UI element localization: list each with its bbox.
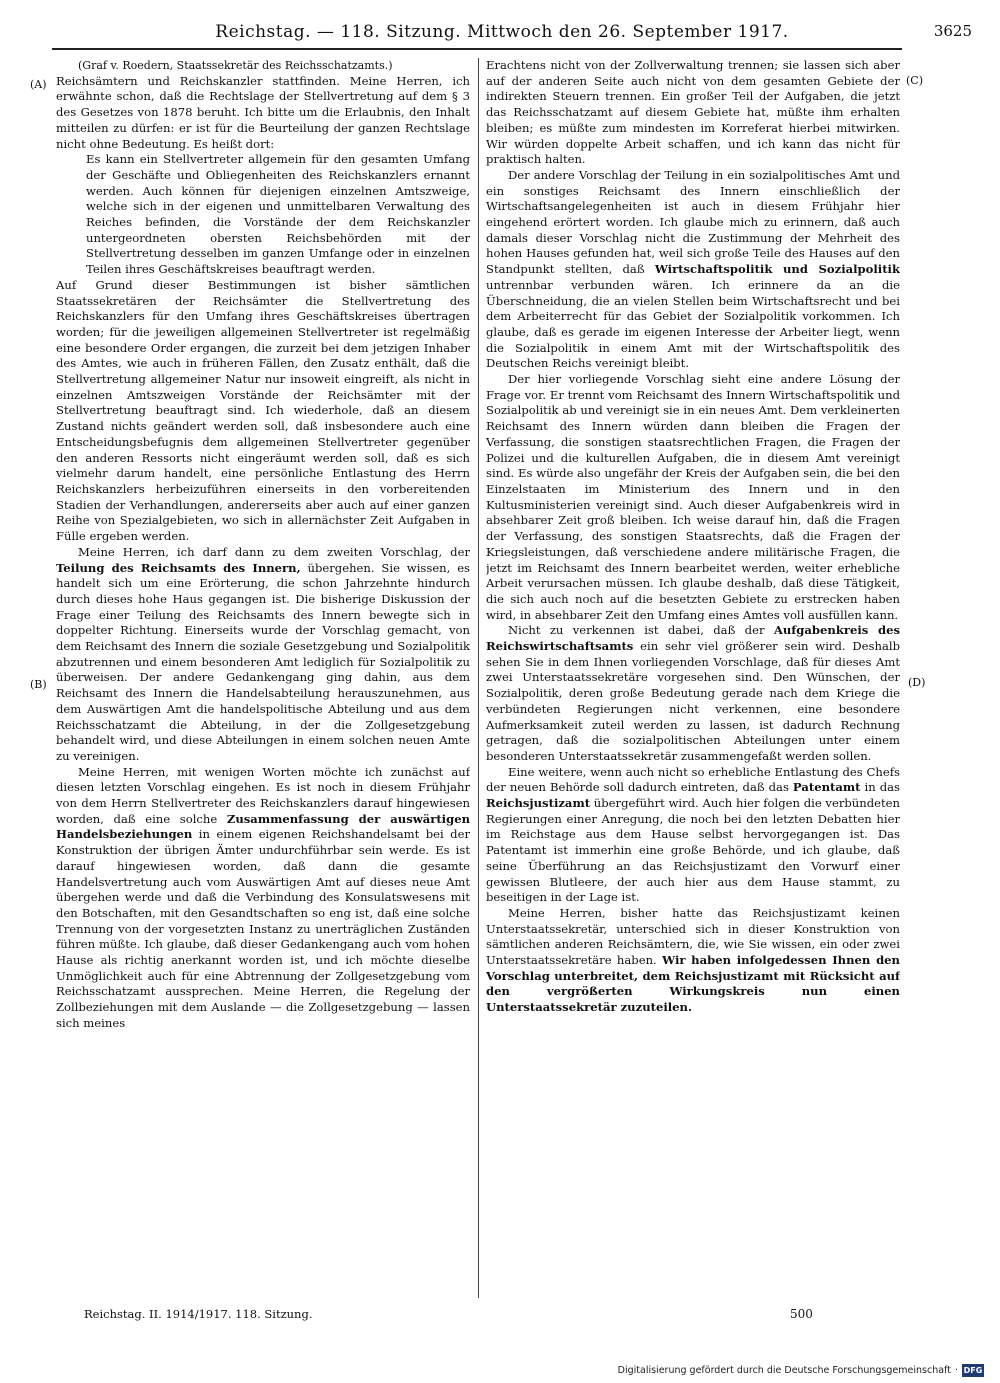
header-rule <box>52 48 902 50</box>
emphasis: Reichsjustizamt <box>486 796 591 811</box>
paragraph: Meine Herren, bisher hatte das Reichsjustizamt keinen Unterstaatssekretär, unterschied sich in dieser Konstruktion von sämtlichen anderen Reichsämtern, die, wie Sie wissen, ein oder zwei Unterstaatssekretäre haben. Wir haben infolgedessen Ihnen den Vorschlag unterbreitet, dem Reichsjustizamt mit Rücksicht auf den vergrößerten Wirkungskreis nun einen Unterstaatssekretär zuzuteilen. <box>486 905 900 1015</box>
paragraph: Eine weitere, wenn auch nicht so erhebliche Entlastung des Chefs der neuen Behörde soll dadurch eintreten, daß das Patentamt in das Reichsjustizamt übergeführt wird. Auch hier folgen die verbündeten Regierungen einer Anregung, die noch bei den letzten Debatten hier im Reichstage aus dem Hause selbst hervorgegangen ist. Das Patentamt ist immerhin eine große Behörde, und ich glaube, daß seine Überführung an das Reichsjustizamt den Vorwurf einer gewissen Blutleere, der auch hier aus dem Hause stammt, zu beseitigen in der Lage ist. <box>486 764 900 905</box>
paragraph: Nicht zu verkennen ist dabei, daß der Aufgabenkreis des Reichswirtschaftsamts ein sehr viel größerer sein wird. Deshalb sehen Sie in dem Ihnen vorliegenden Vorschlage, daß für dieses Amt zwei Unterstaatssekretäre vorgesehen sind. Den Wünschen, der Sozialpolitik, deren große Bedeutung gerade nach dem Kriege die verbündeten Regierungen nicht verkennen, eine besondere Aufmerksamkeit zuteil werden zu lassen, ist dadurch Rechnung getragen, daß die sozialpolitischen Abteilungen unter einem besonderen Unterstaatssekretär zusammengefaßt werden sollen. <box>486 623 900 763</box>
credit-text: Digitalisierung gefördert durch die Deutsche Forschungsgemeinschaft <box>617 1364 951 1376</box>
right-column <box>486 58 900 1293</box>
emphasis: Teilung des Reichsamts des Innern, <box>56 560 301 575</box>
left-column <box>56 58 470 1293</box>
paragraph: Meine Herren, ich darf dann zu dem zweiten Vorschlag, der Teilung des Reichsamts des Innern, übergehen. Sie wissen, es handelt sich um eine Erörterung, die schon Jahrzehnte hindurch durch dieses hohe Haus gegangen ist. Die bisherige Diskussion der Frage einer Teilung des Reichsamts des Innern bewegte sich in doppelter Richtung. Einerseits wurde der Vorschlag gemacht, von dem Reichsamt des Innern die soziale Gesetzgebung und Sozialpolitik abzutrennen und einem besonderen Amt lediglich für Sozialpolitik zu überweisen. Der andere Gedankengang ging dahin, aus dem Reichsamt des Innern die Handelsabteilung herauszunehmen, aus dem Auswärtigen Amt die handelspolitische Abteilung und aus dem Reichsschatzamt die Abteilung, in der die Zollgesetzgebung behandelt wird, und diese Abteilungen in einem solchen neuen Amte zu vereinigen. <box>56 544 470 763</box>
running-title: Reichstag. — 118. Sitzung. Mittwoch den 26. September 1917. <box>215 22 789 42</box>
paragraph: Der hier vorliegende Vorschlag sieht eine andere Lösung der Frage vor. Er trennt vom Reichsamt des Innern Wirtschaftspolitik und Sozialpolitik ab und vereinigt sie in ein neues Amt. Dem verkleinerten Reichsamt des Innern würden dann bleiben die Fragen der Verfassung, die sonstigen staatsrechtlichen Fragen, die Fragen der Polizei und die kulturellen Aufgaben, die in diesem Amt vereinigt sind. Es würde also ungefähr der Kreis der Aufgaben sein, die bei den Einzelstaaten im Ministerium des Innern und in den Kultusministerien vereinigt sind. Auch dieser Aufgabenkreis wird in absehbarer Zeit groß bleiben. Ich weise darauf hin, daß die Fragen der Verfassung, des sonstigen Staatsrechts, daß die Fragen der Kriegsleistungen, daß verschiedene andere militärische Fragen, die jetzt im Reichsamt des Innern bearbeitet werden, weiter erhebliche Arbeit verursachen müssen. Ich glaube deshalb, daß diese Tätigkeit, die sich auch noch auf die besetzten Gebiete zu erstrecken haben wird, in absehbarer Zeit den Umfang eines Amtes voll ausfüllen kann. <box>486 372 900 622</box>
emphasis: Patentamt <box>792 780 861 795</box>
emphasis: Aufgabenkreis des Reichswirtschaftsamts <box>486 623 900 654</box>
paragraph: Meine Herren, mit wenigen Worten möchte ich zunächst auf diesen letzten Vorschlag eingehen. Es ist noch in diesem Frühjahr von dem Herrn Stellvertreter des Reichskanzlers darauf hingewiesen worden, daß eine solche Zusammenfassung der auswärtigen Handelsbeziehungen in einem eigenen Reichshandelsamt bei der Konstruktion der übrigen Ämter undurchführbar sein werde. Es ist darauf hingewiesen worden, daß dann die gesamte Handelsvertretung auch vom Auswärtigen Amt auf dieses neue Amt übergehen werde und daß die Verbindung des Konsulatswesens mit den Botschaften, mit den Gesandtschaften so eng ist, daß eine solche Trennung von der vorgesetzten Instanz zu unerträglichen Zuständen führen müßte. Ich glaube, daß dieser Gedankengang auch vom hohen Hause als richtig anerkannt worden ist, und ich möchte dieselbe Unmöglichkeit auch für eine Abtrennung der Zollgesetzgebung vom Reichsschatzamt aussprechen. Meine Herren, die Regelung der Zollbeziehungen mit dem Auslande — die Zollgesetzgebung — lassen sich meines <box>56 764 470 1030</box>
emphasis: Wirtschaftspolitik und Sozialpolitik <box>654 262 900 277</box>
column-divider <box>478 58 479 1298</box>
margin-marker-d: (D) <box>908 676 926 689</box>
quoted-law-text: Es kann ein Stellvertreter allgemein für den gesamten Umfang der Geschäfte und Obliegenheiten des Reichskanzlers ernannt werden. Auch können für diejenigen einzelnen Amtszweige, welche sich in der eigenen und unmittelbaren Verwaltung des Reiches befinden, die Vorstände der dem Reichskanzler untergeordneten obersten Reichsbehörden mit der Stellvertretung desselben im ganzen Umfange oder in einzelnen Teilen ihres Geschäftskreises beauftragt werden. <box>86 152 470 277</box>
paragraph: Der andere Vorschlag der Teilung in ein sozialpolitisches Amt und ein sonstiges Reichsamt des Innern einschließlich der Wirtschaftsangelegenheiten ist auch in diesem Frühjahr hier eingehend erörtert worden. Ich glaube mich zu erinnern, daß auch damals dieser Vorschlag nicht die Zustimmung der Mehrheit des hohen Hauses gefunden hat, weil sich große Teile des Hauses auf den Standpunkt stellten, daß Wirtschaftspolitik und Sozialpolitik untrennbar verbunden wären. Ich erinnere da an die Überschneidung, die an vielen Stellen beim Wirtschaftsrecht und bei dem Arbeiterrecht für das Gebiet der Sozialpolitik vorkommen. Ich glaube, daß es gerade im eigenen Interesse der Arbeiter liegt, wenn die Sozialpolitik in einem Amt mit der Wirtschaftspolitik des Deutschen Reichs vereinigt bleibt. <box>486 167 900 371</box>
page-number: 3625 <box>933 22 972 40</box>
paragraph: Reichsämtern und Reichskanzler stattfinden. Meine Herren, ich erwähnte schon, daß die Rechtslage der Stellvertretung auf dem § 3 des Gesetzes von 1878 beruht. Ich bitte um die Erlaubnis, den Inhalt mitteilen zu dürfen: er ist für die Beurteilung der ganzen Rechtslage nicht ohne Bedeutung. Es heißt dort: <box>56 73 470 151</box>
emphasis: Wir haben infolgedessen Ihnen den Vorschlag unterbreitet, dem Reichsjustizamt mit Rücksicht auf den vergrößerten Wirkungskreis nun einen Unterstaatssekretär zuzuteilen. <box>486 953 900 1015</box>
digitization-credit: Digitalisierung gefördert durch die Deutsche Forschungsgemeinschaft · DFG <box>617 1364 983 1376</box>
emphasis: Zusammenfassung der auswärtigen Handelsbeziehungen <box>56 811 470 842</box>
footer-signature: Reichstag. II. 1914/1917. 118. Sitzung. <box>84 1307 313 1321</box>
margin-marker-c: (C) <box>906 74 923 87</box>
margin-marker-b: (B) <box>30 678 47 691</box>
speaker-attribution: (Graf v. Roedern, Staatssekretär des Reichsschatzamts.) <box>78 59 393 72</box>
page-header <box>32 22 972 44</box>
paragraph: Erachtens nicht von der Zollverwaltung trennen; sie lassen sich aber auf der anderen Seite auch nicht von dem gesamten Gebiete der indirekten Steuern trennen. Ein großer Teil der Aufgaben, die jetzt das Reichsschatzamt auf diesem Gebiete hat, müßte ihm erhalten bleiben; es müßte zum mindesten im Korreferat hierbei mitwirken. Wir würden doppelte Arbeit schaffen, und ich kann das nicht für praktisch halten. <box>486 58 900 167</box>
margin-marker-a: (A) <box>30 78 47 91</box>
dfg-logo-icon: DFG <box>963 1365 983 1375</box>
footer-sheet-number: 500 <box>790 1307 813 1321</box>
paragraph: Auf Grund dieser Bestimmungen ist bisher sämtlichen Staatssekretären der Reichsämter die Stellvertretung des Reichskanzlers für den Umfang ihres Geschäftskreises übertragen worden; für die jeweiligen allgemeinen Stellvertreter ist regelmäßig eine besondere Order ergangen, die zurzeit bei dem jetzigen Inhaber des Amtes, wie auch in früheren Fällen, den Zusatz enthält, daß die Stellvertretung allgemeiner Natur nur insoweit eingreift, als nicht in einzelnen Amtszweigen Vorstände der Reichsämter mit der Stellvertretung beauftragt sind. Ich wiederhole, daß an diesem Zustand nichts geändert werden soll, daß insbesondere auch eine Entscheidungsbefugnis dem allgemeinen Stellvertreter gegenüber den anderen Ressorts nicht eingeräumt werden soll, daß es sich vielmehr darum handelt, eine persönliche Entlastung des Herrn Reichskanzlers herbeizuführen einerseits in den vorbereitenden Stadien der Verhandlungen, andererseits aber auch auf einer ganzen Reihe von Spezialgebieten, wo sich in allernächster Zeit Aufgaben in Fülle ergeben werden. <box>56 277 470 544</box>
